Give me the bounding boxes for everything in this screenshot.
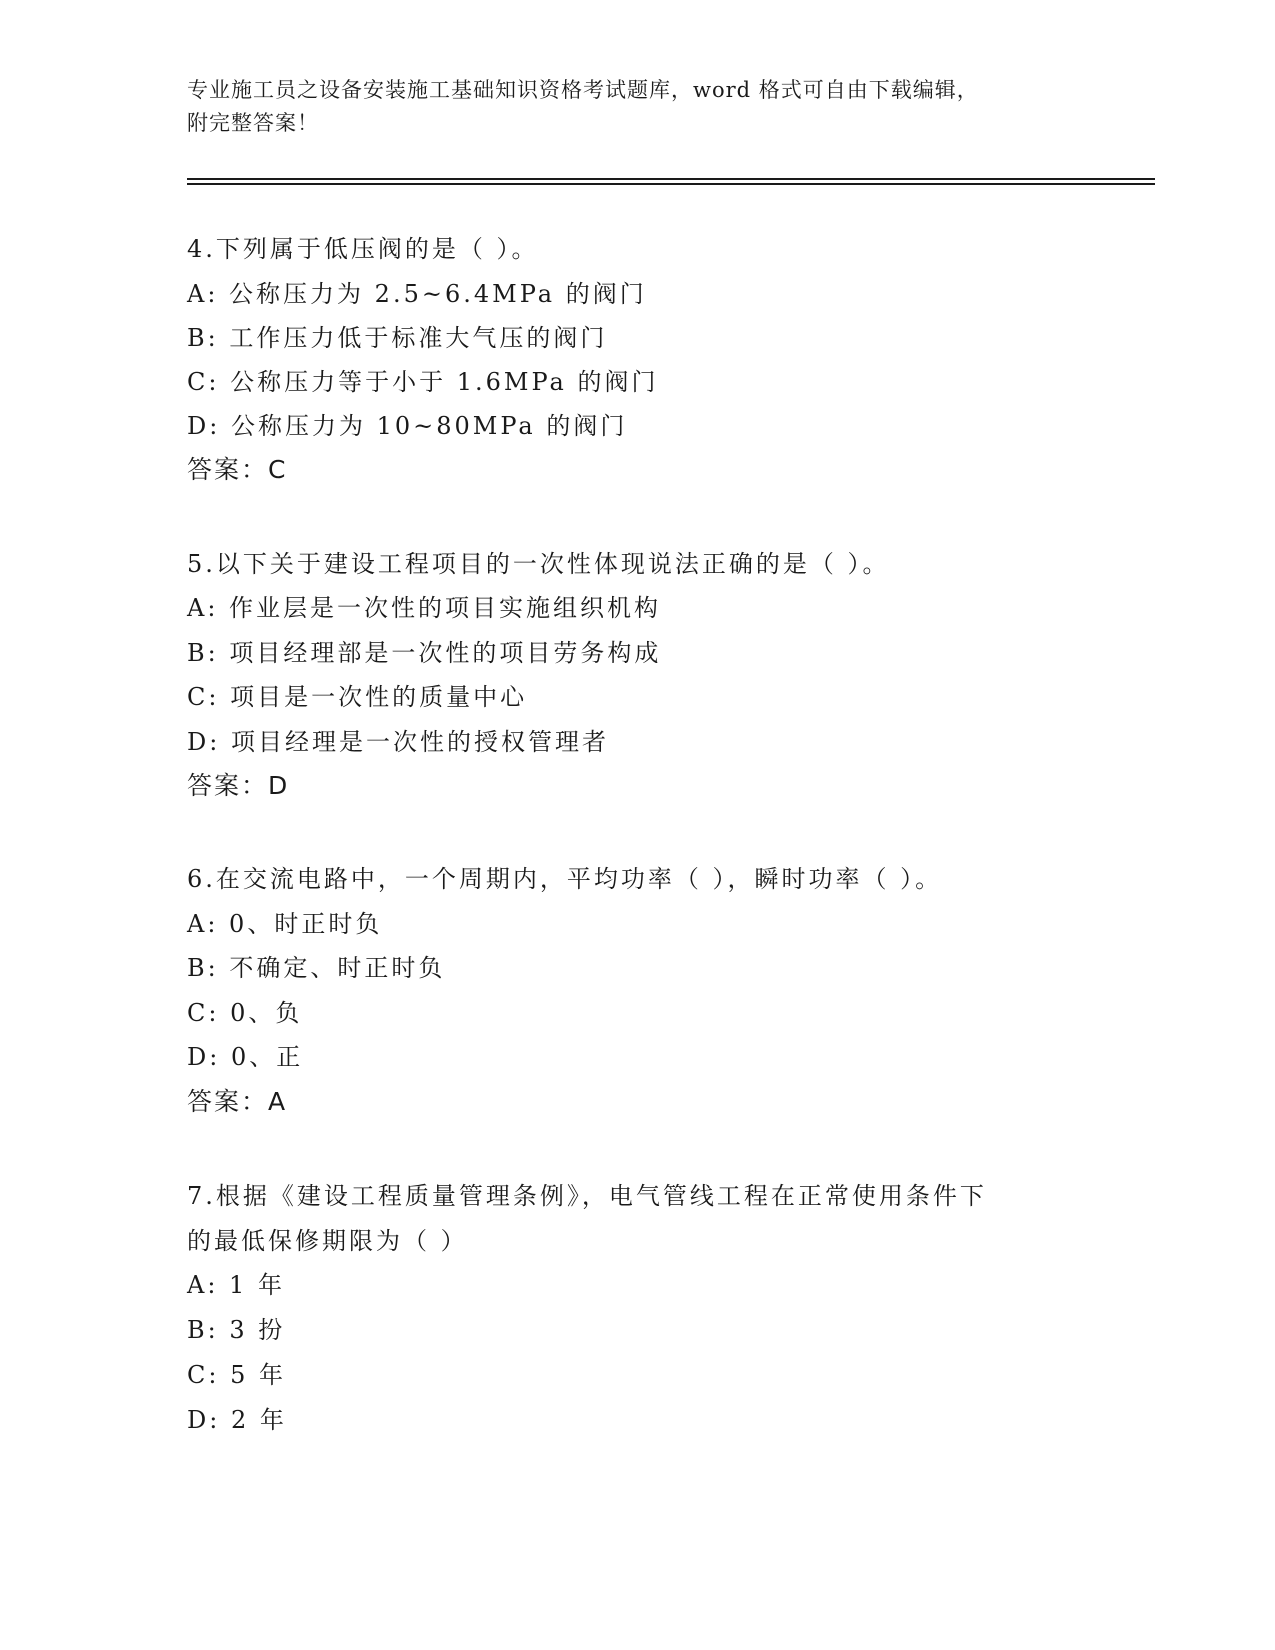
document-header: 专业施工员之设备安装施工基础知识资格考试题库，word 格式可自由下载编辑， 附完整答案！ [187,78,979,135]
header-divider-top [187,178,1155,180]
question-4-stem: 4.下列属于低压阀的是（ ）。 [187,235,539,263]
question-4-answer: 答案：C [187,455,288,484]
question-6-stem: 6.在交流电路中，一个周期内，平均功率（ ），瞬时功率（ ）。 [187,865,943,893]
question-7-option-b: B: 3 扮 [187,1316,286,1344]
question-6-option-a: A: 0、时正时负 [187,910,383,938]
question-6-option-b: B: 不确定、时正时负 [187,954,446,982]
question-4-option-a: A: 公称压力为 2.5~6.4MPa 的阀门 [187,280,647,308]
question-4-option-b: B: 工作压力低于标准大气压的阀门 [187,324,608,352]
question-5-option-d: D: 项目经理是一次性的授权管理者 [187,728,609,756]
question-5-option-c: C: 项目是一次性的质量中心 [187,683,528,711]
question-5-option-b: B: 项目经理部是一次性的项目劳务构成 [187,639,662,667]
question-7-stem-line-1: 7.根据《建设工程质量管理条例》，电气管线工程在正常使用条件下 [187,1182,987,1210]
question-7-option-d: D: 2 年 [187,1406,287,1434]
question-5-answer: 答案：D [187,771,290,800]
question-4-option-d: D: 公称压力为 10~80MPa 的阀门 [187,412,628,440]
question-7-stem-line-2: 的最低保修期限为（ ） [187,1227,468,1255]
question-5-stem: 5.以下关于建设工程项目的一次性体现说法正确的是（ ）。 [187,550,890,578]
question-7-option-a: A: 1 年 [187,1271,285,1299]
question-4-option-c: C: 公称压力等于小于 1.6MPa 的阀门 [187,368,659,396]
question-6-option-d: D: 0、正 [187,1043,304,1071]
header-divider-bottom [187,183,1155,185]
question-6-answer: 答案：A [187,1087,288,1116]
question-5-option-a: A: 作业层是一次性的项目实施组织机构 [187,594,662,622]
question-6-option-c: C: 0、负 [187,999,303,1027]
question-7-option-c: C: 5 年 [187,1361,286,1389]
